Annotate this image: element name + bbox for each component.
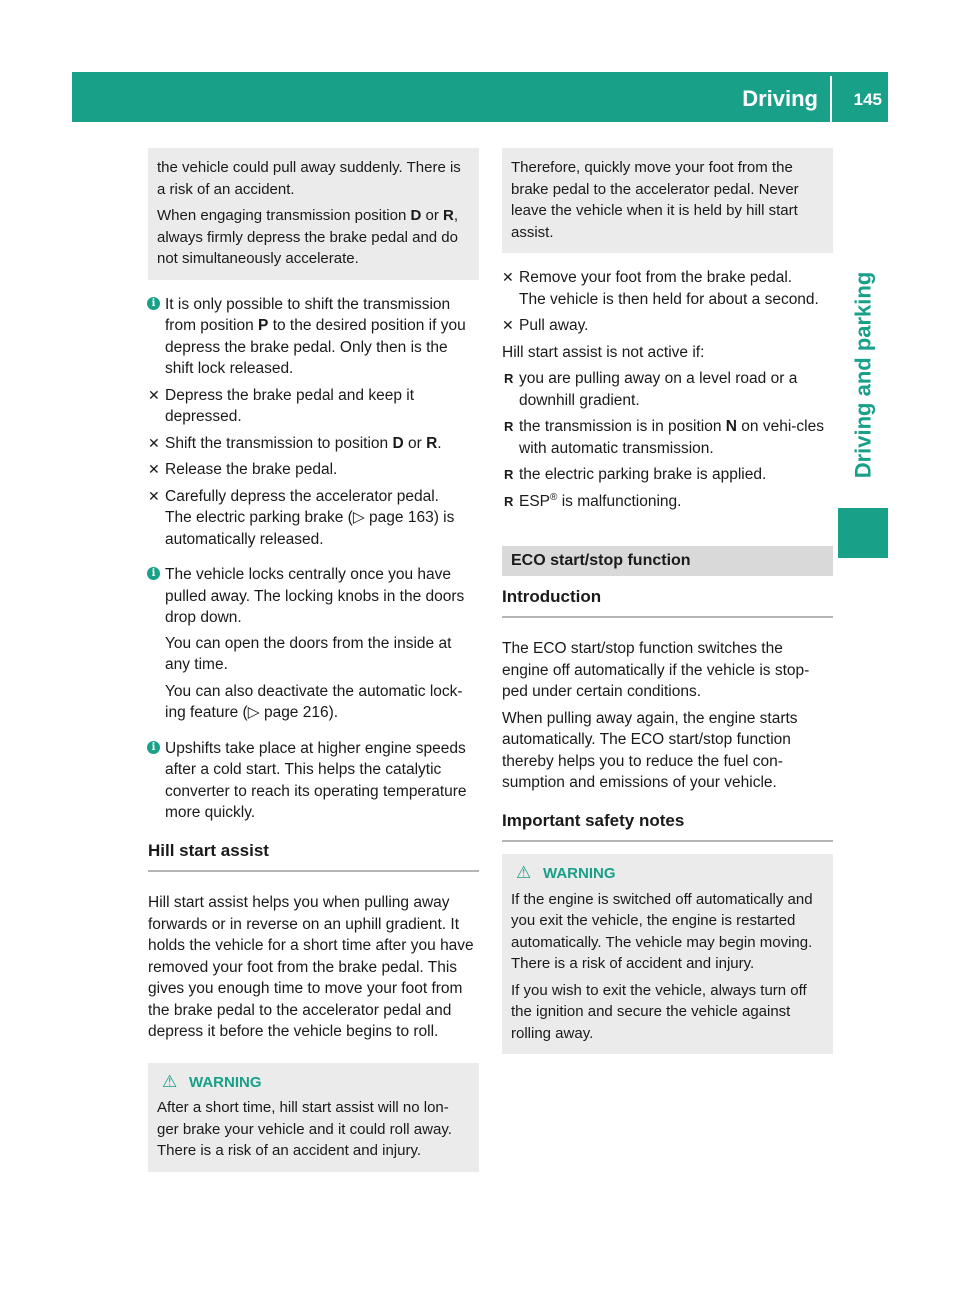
warning-heading [157,1072,470,1094]
side-tab-label: Driving and parking [850,271,876,479]
list-item [502,416,833,459]
text: When engaging transmission position [157,207,411,224]
text: the electric parking brake is applied. [519,466,767,483]
info-icon: i [147,567,160,580]
step-item [502,267,833,289]
step-item [148,385,479,428]
text: Release the brake pedal. [165,461,338,478]
subheading-safety-notes: Important safety notes [502,810,833,843]
step-arrow-icon: ✕ [502,317,514,333]
text: Carefully depress the accelerator pedal. [165,487,439,505]
step-result: The vehicle is then held for about a second. [519,290,819,308]
text: Upshifts take place at higher engine speeds after a cold start. This helps the catalytic converter to reach its operating temperature more quickly. [165,739,467,821]
bullet-icon: R [504,371,514,386]
text: page 163) is automatically released. [165,509,455,548]
position-d: D [410,207,422,224]
info-note-continuation: You can open the doors from the inside at any time. [165,634,452,673]
position-d: D [392,434,404,452]
warning-text-1: If the engine is switched off automatically and you exit the vehicle, the engine is restarted automatically. The vehicle may begin moving. There is a risk of accident and injury. [511,890,813,972]
list-item [502,368,833,411]
right-column [502,148,833,1054]
position-p: P [258,317,269,334]
step-arrow-icon: ✕ [148,386,160,403]
text: Depress the brake pedal and keep it depressed. [165,386,415,425]
page-ref-icon: ▷ [352,509,365,526]
text: ESP [519,492,551,510]
side-marker [838,508,888,558]
info-note-continuation [148,681,479,724]
list-item [502,464,833,486]
left-warning-continuation-box [148,148,479,280]
info-note [148,738,479,824]
text: on vehi-cles with automatic transmission. [519,418,824,457]
step-arrow-icon: ✕ [148,461,160,477]
intro-paragraph-2: When pulling away again, the engine starts automatically. The ECO start/stop function thereby helps you to reduce the fuel con-sumption and emissions of your vehicle. [502,709,798,791]
registered-mark: ® [550,491,558,503]
info-icon: i [147,741,160,754]
page-number: 145 [853,90,882,109]
left-column [148,148,479,1172]
box-text-2 [157,205,470,270]
text: It is only possible to shift the transmission from position [165,295,451,334]
text: , always firmly depress the brake pedal and do not simultaneously accelerate. [157,207,459,267]
inactive-intro: Hill start assist is not active if: [502,343,705,361]
header-bar [72,72,888,122]
step-item [502,315,833,337]
warning-triangle-icon: ⚠ [162,1071,178,1091]
step-item [148,433,479,455]
box-text: Therefore, quickly move your foot from the brake pedal to the accelerator pedal. Never leave the vehicle when it is held by hill start assist. [511,159,799,241]
text: You can also deactivate the automatic lock-ing feature ( [165,682,463,721]
right-warning-continuation-box [502,148,833,253]
info-icon: i [147,297,160,310]
warning-heading [511,863,824,885]
warning-text-2: If you wish to exit the vehicle, always turn off the ignition and secure the vehicle against rolling away. [511,981,807,1042]
text: Pull away. [519,317,589,334]
text: the transmission is in position [519,418,726,435]
position-r: R [443,207,454,224]
text: page 216). [259,704,339,721]
warning-box [148,1063,479,1172]
warning-box [502,854,833,1054]
text: WARNING [189,1073,262,1091]
text: you are pulling away on a level road or a downhill gradient. [519,370,798,409]
subheading-introduction: Introduction [502,586,833,619]
hill-start-paragraph: Hill start assist helps you when pulling away forwards or in reverse on an uphill gradient. It holds the vehicle for a short time after you have removed your foot from the brake pedal. This gives you enough time to move your foot from the brake pedal to the accelerator pedal and depress it before the vehicle begins to roll. [148,894,474,1040]
text: The vehicle locks centrally once you have pulled away. The locking knobs in the doors drop down. [165,566,465,626]
info-note [148,564,479,629]
step-arrow-icon: ✕ [502,269,514,285]
bullet-icon: R [504,493,514,509]
warning-text: After a short time, hill start assist will no lon-ger brake your vehicle and it could roll away. There is a risk of an accident and injury. [157,1099,452,1159]
bullet-icon: R [504,467,514,482]
section-heading-eco: ECO start/stop function [502,546,833,576]
info-note [148,294,479,380]
text: . [437,434,442,452]
text: is malfunctioning. [557,492,682,510]
text: to the desired position if you depress the brake pedal. Only then is the shift lock released. [165,317,466,377]
text: Remove your foot from the brake pedal. [519,269,793,286]
position-n: N [725,418,737,435]
warning-triangle-icon: ⚠ [516,863,532,882]
step-arrow-icon: ✕ [148,434,160,451]
box-text-1: the vehicle could pull away suddenly. There is a risk of an accident. [157,159,461,198]
step-arrow-icon: ✕ [148,487,160,504]
section-heading-hill-start-assist: Hill start assist [148,840,479,873]
side-tab [838,255,888,495]
step-item [148,486,479,508]
text: or [421,207,444,224]
list-item [502,491,833,513]
page-section-title: Driving [742,86,818,111]
page-ref-icon: ▷ [247,704,260,721]
position-r: R [426,434,438,452]
text: Shift the transmission to position [165,434,393,452]
intro-paragraph-1: The ECO start/stop function switches the engine off automatically if the vehicle is stop-ped under certain conditions. [502,640,810,700]
header-divider [830,76,832,122]
text: WARNING [543,865,616,882]
step-item [148,459,479,481]
text: or [403,434,427,452]
bullet-icon: R [504,419,514,434]
text: The electric parking brake ( [165,509,353,526]
step-result [148,507,479,550]
